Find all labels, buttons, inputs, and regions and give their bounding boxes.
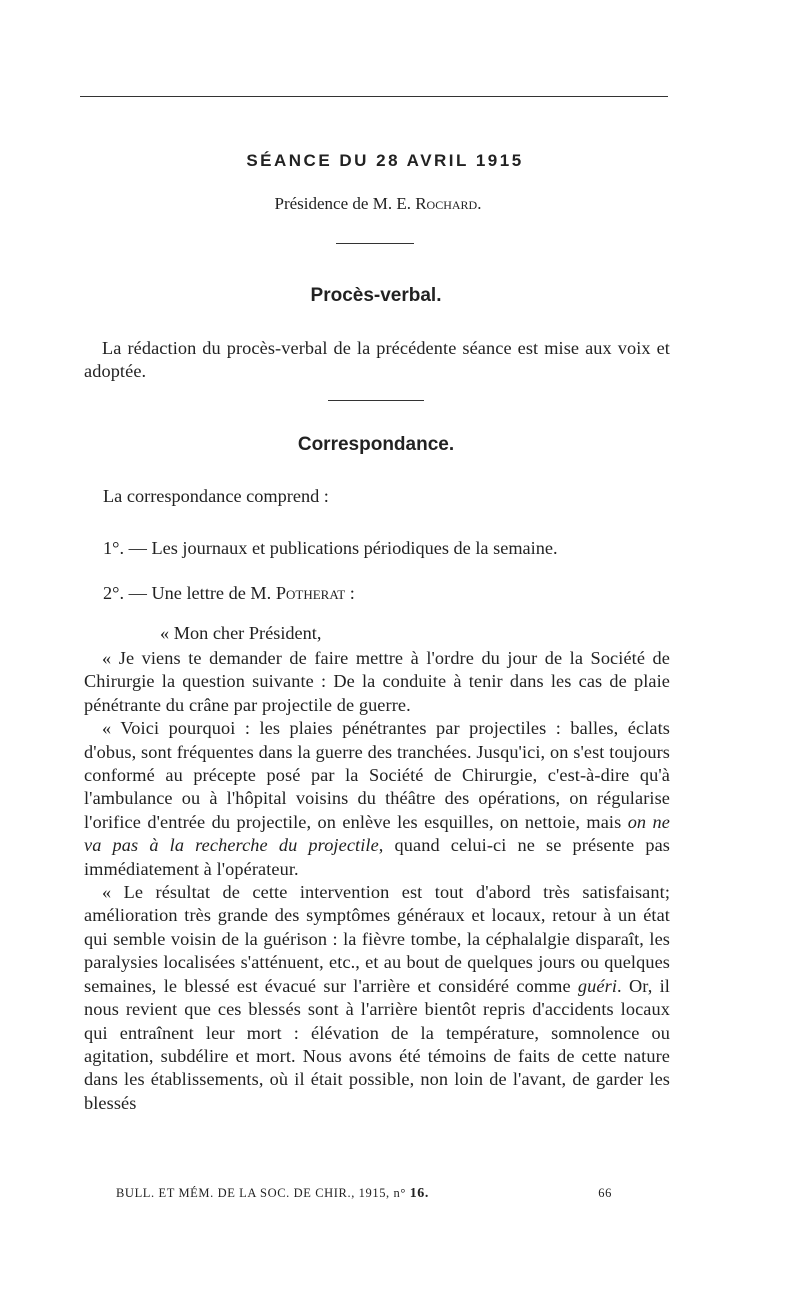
presidence-line <box>0 194 756 214</box>
presidence-suffix: . <box>477 194 482 213</box>
letter-paragraph: « Je viens te demander de faire mettre à l'ordre du jour de la Société de Chirurgie la question suivante : De la conduite à tenir dans les cas de plaie pénétrante du crâne par projectile de guerre. <box>84 648 670 715</box>
correspondance-item-1: 1°. — Les journaux et publications périodiques de la semaine. <box>103 538 558 558</box>
correspondent-name: Potherat <box>275 583 346 603</box>
presidence-prefix: Présidence de M. E. <box>274 194 416 213</box>
page-number: 66 <box>598 1186 612 1200</box>
proces-verbal-heading: Procès-verbal. <box>310 285 442 306</box>
correspondance-item-2: 2°. — Une lettre de M. Potherat : <box>103 583 355 603</box>
correspondance-intro: La correspondance comprend : <box>103 486 329 506</box>
president-name: Rochard <box>415 194 478 213</box>
bulletin-reference: BULL. ET MÉM. DE LA SOC. DE CHIR., 1915, n° 16. <box>116 1186 429 1201</box>
letter-body <box>84 647 670 1115</box>
seance-title: SÉANCE DU 28 AVRIL 1915 <box>246 151 524 170</box>
correspondance-heading: Correspondance. <box>297 434 455 455</box>
letter-paragraph: « Voici pourquoi : les plaies pénétrantes par projectiles : balles, éclats d'obus, sont fréquentes dans la guerre des tranchées. Jusqu'ici, on s'est toujours conformé au précepte posé par la Société de Chirurgie, c'est-à-dire qu'à l'ambulance ou à l'hôpital voisins du théâtre des opérations, on régularise l'orifice d'entrée du projectile, on enlève les esquilles, on nettoie, mais on ne va pas à la recherche du projectile, quand celui-ci ne se présente pas immédiatement à l'opérateur. <box>84 718 671 879</box>
proces-verbal-text: La rédaction du procès-verbal de la précédente séance est mise aux voix et adoptée. <box>84 338 670 382</box>
section-divider <box>336 243 414 244</box>
letter-paragraph: « Le résultat de cette intervention est tout d'abord très satisfaisant; amélioration très grande des symptômes généraux et locaux, retour à un état qui semble voisin de la guérison : la fièvre tombe, la céphalalgie disparaît, les paralysies localisées s'atténuent, etc., et au bout de quelques jours ou quelques semaines, le blessé est évacué sur l'arrière et considéré comme guéri. Or, il nous revient que ces blessés sont à l'arrière bientôt repris d'accidents locaux qui entraînent leur mort : élévation de la température, somnolence ou agitation, subdélire et mort. Nous avons été témoins de faits de cette nature dans les établissements, où il était possible, non loin de l'avant, de garder les blessés <box>84 882 670 1113</box>
section-divider <box>328 400 424 401</box>
letter-salutation: « Mon cher Président, <box>160 623 322 643</box>
top-rule <box>80 96 668 97</box>
page-footer <box>116 1186 612 1202</box>
